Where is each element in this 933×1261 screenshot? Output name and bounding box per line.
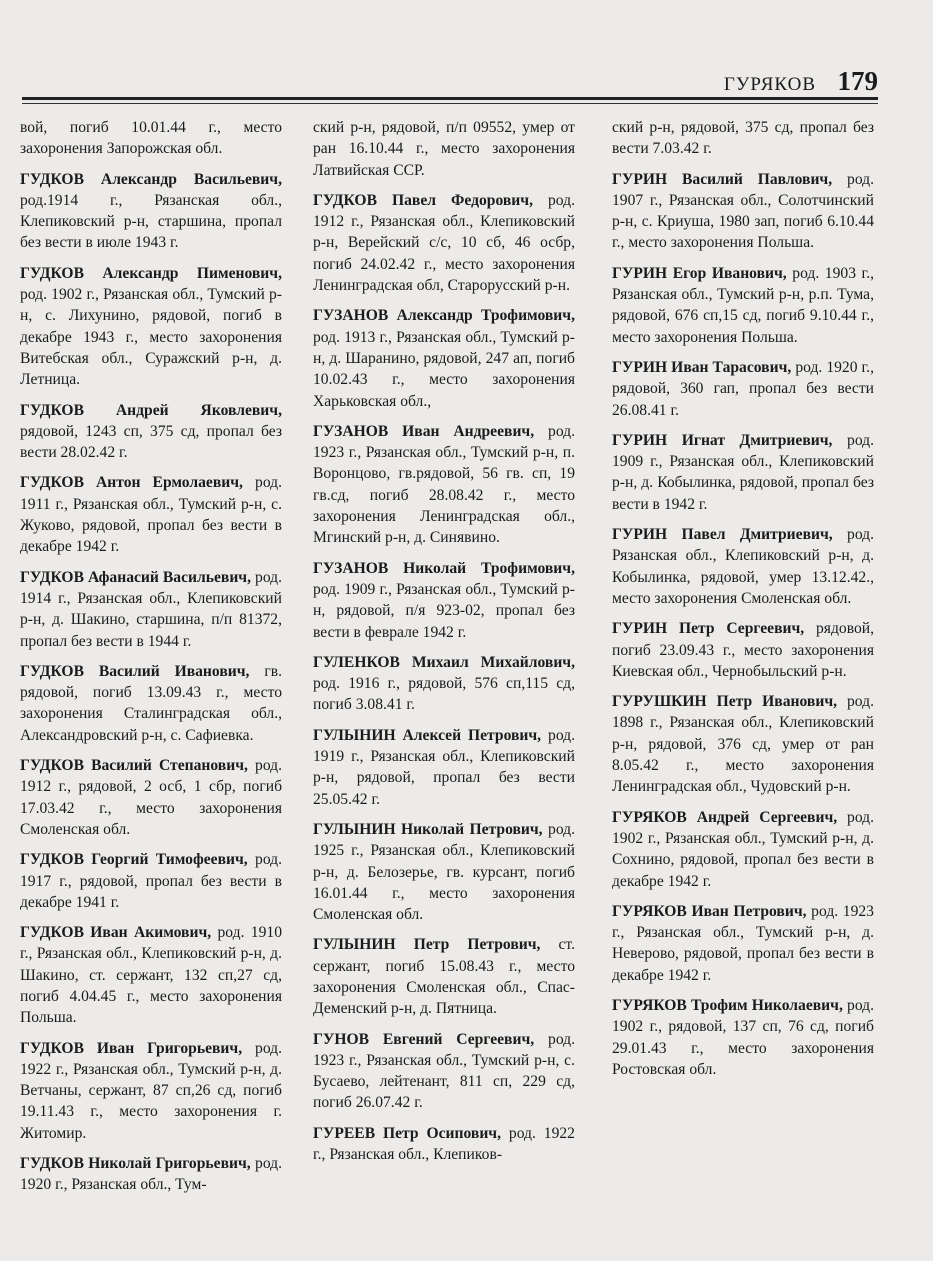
- record-entry: [20, 169, 282, 254]
- person-name: ГУНОВ Евгений Сергеевич,: [313, 1030, 535, 1048]
- record-entry: [313, 819, 575, 925]
- record-entry: [612, 357, 874, 421]
- person-name: ГУЛЫНИН Алексей Петрович,: [313, 726, 542, 744]
- page-header: [22, 62, 878, 102]
- person-name: ГУРЕЕВ Петр Осипович,: [313, 1124, 501, 1142]
- record-entry: [20, 1038, 282, 1144]
- record-details: род. 1903 г., Рязанская обл., Тумский р-н, р.п. Тума, рядовой, 676 сп,15 сд, погиб 9.10.44 г., место захоронения Польша.: [612, 264, 874, 346]
- person-name: ГУРИН Иван Тарасович,: [612, 358, 792, 376]
- person-name: ГУЛЫНИН Николай Петрович,: [313, 820, 543, 838]
- record-entry: [20, 472, 282, 557]
- record-entry: [612, 901, 874, 986]
- record-details: род. 1923 г., Рязанская обл., Тумский р-н, п. Воронцово, гв.рядовой, 56 гв. сп, 19 гв.сд, погиб 28.08.42 г., место захоронения Ленинградская обл., Мгинский р-н, д. Синявино.: [313, 422, 575, 547]
- record-details: род. 1911 г., Рязанская обл., Тумский р-н, с. Жуково, рядовой, пропал без вести в декабре 1942 г.: [20, 474, 283, 556]
- person-name: ГУРЯКОВ Иван Петрович,: [612, 902, 807, 920]
- record-details: род. 1917 г., рядовой, пропал без вести в декабре 1941 г.: [20, 851, 282, 911]
- record-details: род. 1912 г., Рязанская обл., Клепиковский р-н, Верейский с/с, 10 сб, 46 осбр, погиб 24.02.42 г., место захоронения Ленинградская обл, Старорусский р-н.: [313, 191, 575, 295]
- record-details: род. 1922 г., Рязанская обл., Клепиков-: [313, 1124, 575, 1164]
- record-entry: [313, 1123, 575, 1166]
- person-name: ГУЗАНОВ Александр Трофимович,: [313, 307, 575, 325]
- record-entry: [20, 755, 282, 840]
- record-details: род. 1909 г., Рязанская обл., Тумский р-н, рядовой, п/я 923-02, пропал без вести в феврале 1942 г.: [313, 580, 575, 641]
- record-entry: [20, 400, 282, 464]
- person-name: ГУДКОВ Василий Степанович,: [20, 757, 248, 775]
- record-details: род.1914 г., Рязанская обл., Клепиковский р-н, старшина, пропал без вести в июле 1943 г.: [20, 191, 282, 252]
- record-details: род. 1898 г., Рязанская обл., Клепиковский р-н, рядовой, 376 сд, умер от ран 8.05.42 г., место захоронения Ленинградская обл., Чудовский р-н.: [612, 693, 874, 796]
- record-details: род. 1910 г., Рязанская обл., Клепиковский р-н, д. Шакино, ст. сержант, 132 сп,27 сд, погиб 4.04.45 г., место захоронения Польша.: [20, 924, 282, 1027]
- record-entry: [20, 567, 282, 652]
- record-entry: [313, 1029, 575, 1114]
- person-name: ГУДКОВ Павел Федорович,: [313, 191, 533, 209]
- header-rule-thick: [22, 97, 878, 100]
- person-name: ГУРЯКОВ Андрей Сергеевич,: [612, 808, 838, 826]
- record-details: род. Рязанская обл., Клепиковский р-н, д. Кобылинка, рядовой, умер 13.12.42., место захоронения Смоленская обл.: [612, 526, 874, 607]
- record-entry: [313, 421, 575, 549]
- record-entry: [313, 934, 575, 1019]
- record-details: род. 1907 г., Рязанская обл., Солотчинский р-н, с. Криуша, 1980 зап, погиб 6.10.44 г., место захоронения Польша.: [612, 170, 874, 252]
- record-details: рядовой, 1243 сп, 375 сд, пропал без вести 28.02.42 г.: [20, 422, 282, 462]
- person-name: ГУРИН Игнат Дмитриевич,: [612, 431, 833, 449]
- record-details: род. 1920 г., рядовой, 360 гап, пропал без вести 26.08.41 г.: [612, 358, 874, 419]
- record-entry: [20, 922, 282, 1028]
- record-entry: [612, 430, 874, 515]
- running-head: ГУРЯКОВ: [723, 74, 816, 95]
- person-name: ГУДКОВ Андрей Яковлевич,: [20, 401, 282, 419]
- person-name: ГУРУШКИН Петр Иванович,: [612, 693, 838, 711]
- person-name: ГУРИН Егор Иванович,: [612, 264, 787, 282]
- person-name: ГУРИН Петр Сергеевич,: [612, 620, 805, 638]
- record-entry: [20, 661, 282, 746]
- record-details: род. 1909 г., Рязанская обл., Клепиковский р-н, д. Кобылинка, рядовой, пропал без вести в 1942 г.: [612, 431, 874, 513]
- person-name: ГУДКОВ Афанасий Васильевич,: [20, 568, 252, 586]
- record-details: род. 1902 г., Рязанская обл., Тумский р-н, д. Сохнино, рядовой, пропал без вести в декабре 1942 г.: [612, 808, 874, 890]
- person-name: ГУРИН Павел Дмитриевич,: [612, 526, 833, 544]
- record-details: вой, погиб 10.01.44 г., место захоронения Запорожская обл.: [20, 119, 282, 158]
- record-details: род. 1902 г., рядовой, 137 сп, 76 сд, погиб 29.01.43 г., место захоронения Ростовская обл.: [612, 996, 874, 1078]
- person-name: ГУДКОВ Александр Пименович,: [20, 264, 282, 282]
- person-name: ГУДКОВ Александр Васильевич,: [20, 170, 282, 188]
- record-details: гв. рядовой, погиб 13.09.43 г., место захоронения Сталинградская обл., Александровский р-н, с. Сафиевка.: [20, 662, 282, 744]
- record-entry: [20, 849, 282, 913]
- record-entry: [313, 558, 575, 643]
- record-details: род. 1922 г., Рязанская обл., Тумский р-н, д. Ветчаны, сержант, 87 сп,26 сд, погиб 19.11.43 г., место захоронения г. Житомир.: [20, 1039, 282, 1142]
- record-entry: [313, 117, 575, 181]
- person-name: ГУРИН Василий Павлович,: [612, 170, 833, 188]
- record-details: род. 1923 г., Рязанская обл., Тумский р-н, с. Бусаево, лейтенант, 811 сп, 229 сд, погиб 26.07.42 г.: [313, 1030, 575, 1112]
- record-details: род. 1914 г., Рязанская обл., Клепиковский р-н, д. Шакино, старшина, п/п 81372, пропал без вести в 1944 г.: [20, 568, 282, 650]
- record-entry: [612, 524, 874, 609]
- record-details: ст. сержант, погиб 15.08.43 г., место захоронения Смоленская обл., Спас-Деменский р-н, д. Пятница.: [313, 936, 575, 1018]
- person-name: ГУЛЫНИН Петр Петрович,: [313, 936, 541, 954]
- record-entry: [313, 305, 575, 411]
- person-name: ГУДКОВ Иван Акимович,: [20, 924, 212, 942]
- person-name: ГУДКОВ Георгий Тимофеевич,: [20, 851, 248, 869]
- person-name: ГУДКОВ Иван Григорьевич,: [20, 1039, 243, 1057]
- person-name: ГУДКОВ Николай Григорьевич,: [20, 1155, 251, 1173]
- record-entry: [313, 652, 575, 716]
- column-2: [313, 117, 575, 1174]
- person-name: ГУДКОВ Антон Ермолаевич,: [20, 474, 243, 492]
- record-details: род. 1923 г., Рязанская обл., Тумский р-н, д. Неверово, рядовой, пропал без вести в декабре 1942 г.: [612, 902, 874, 984]
- record-entry: [313, 725, 575, 810]
- header-rule-thin: [22, 103, 878, 104]
- record-entry: [20, 117, 282, 160]
- record-entry: [612, 263, 874, 348]
- record-entry: [612, 691, 874, 797]
- record-details: род. 1916 г., рядовой, 576 сп,115 сд, погиб 3.08.41 г.: [313, 675, 575, 714]
- person-name: ГУЗАНОВ Иван Андреевич,: [313, 422, 535, 440]
- record-details: ский р-н, рядовой, 375 сд, пропал без вести 7.03.42 г.: [612, 119, 874, 158]
- column-3: [612, 117, 874, 1089]
- record-entry: [612, 169, 874, 254]
- page-number: 179: [837, 66, 878, 96]
- record-details: род. 1912 г., рядовой, 2 осб, 1 сбр, погиб 17.03.42 г., место захоронения Смоленская обл.: [20, 757, 282, 838]
- record-entry: [612, 117, 874, 160]
- person-name: ГУЗАНОВ Николай Трофимович,: [313, 559, 575, 577]
- person-name: ГУРЯКОВ Трофим Николаевич,: [612, 996, 843, 1014]
- record-entry: [20, 263, 282, 391]
- record-details: род. 1919 г., Рязанская обл., Клепиковский р-н, рядовой, пропал без вести 25.05.42 г.: [313, 726, 575, 808]
- record-details: род. 1920 г., Рязанская обл., Тум-: [20, 1155, 282, 1194]
- record-entry: [313, 190, 575, 296]
- record-entry: [612, 995, 874, 1080]
- person-name: ГУДКОВ Василий Иванович,: [20, 662, 250, 680]
- person-name: ГУЛЕНКОВ Михаил Михайлович,: [313, 653, 575, 671]
- column-1: [20, 117, 282, 1205]
- record-details: род. 1925 г., Рязанская обл., Клепиковский р-н, д. Белозерье, гв. курсант, погиб 16.01.44 г., место захоронения Смоленская обл.: [313, 820, 575, 924]
- record-details: род. 1913 г., Рязанская обл., Тумский р-н, д. Шаранино, рядовой, 247 ап, погиб 10.02.43 г., место захоронения Харьковская обл.,: [313, 328, 575, 410]
- record-entry: [20, 1153, 282, 1196]
- record-entry: [612, 618, 874, 682]
- record-details: ский р-н, рядовой, п/п 09552, умер от ран 16.10.44 г., место захоронения Латвийская ССР.: [313, 119, 575, 179]
- record-details: рядовой, погиб 23.09.43 г., место захоронения Киевская обл., Чернобыльский р-н.: [612, 620, 874, 680]
- record-entry: [612, 807, 874, 892]
- record-details: род. 1902 г., Рязанская обл., Тумский р-н, с. Лихунино, рядовой, погиб в декабре 1943 г., место захоронения Витебская обл., Суражский р-н, д. Летница.: [20, 286, 282, 389]
